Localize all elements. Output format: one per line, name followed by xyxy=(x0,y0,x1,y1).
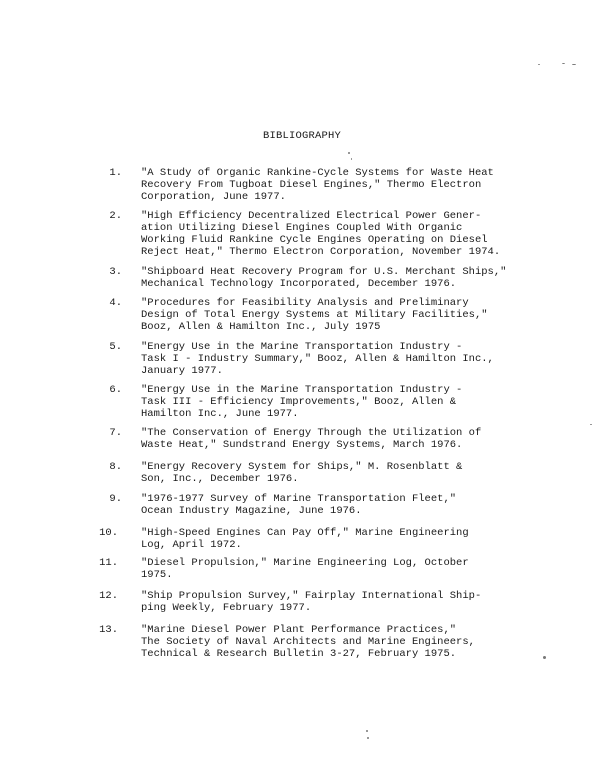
scan-speck xyxy=(367,737,369,739)
scan-speck xyxy=(562,63,565,64)
citation-line: "Energy Use in the Marine Transportation Industry - xyxy=(141,384,463,396)
citation-line: Booz, Allen & Hamilton Inc., July 1975 xyxy=(141,321,381,333)
citation-line: "The Conservation of Energy Through the Utilization of xyxy=(141,427,482,439)
entry-number: 3. xyxy=(109,266,122,278)
entry-citation xyxy=(141,266,541,290)
citation-line: "Energy Recovery System for Ships," M. Rosenblatt & xyxy=(141,461,463,473)
citation-line: "Energy Use in the Marine Transportation Industry - xyxy=(141,341,463,353)
citation-line: Ocean Industry Magazine, June 1976. xyxy=(141,505,362,517)
entry-citation xyxy=(141,427,541,451)
entry-number: 1. xyxy=(109,167,122,179)
citation-line: "1976-1977 Survey of Marine Transportation Fleet," xyxy=(141,493,457,505)
citation-line: Son, Inc., December 1976. xyxy=(141,473,299,485)
entry-citation xyxy=(141,527,541,551)
citation-line: 1975. xyxy=(141,569,173,581)
entry-citation xyxy=(141,210,541,258)
scan-speck xyxy=(572,64,576,65)
citation-line: "Procedures for Feasibility Analysis and Preliminary xyxy=(141,297,469,309)
entry-citation xyxy=(141,461,541,485)
scan-speck xyxy=(590,424,592,425)
entry-number: 8. xyxy=(109,461,122,473)
scan-speck xyxy=(538,64,540,65)
citation-line: Design of Total Energy Systems at Military Facilities," xyxy=(141,309,488,321)
citation-line: Working Fluid Rankine Cycle Engines Operating on Diesel xyxy=(141,234,488,246)
entry-citation xyxy=(141,493,541,517)
citation-line: Corporation, June 1977. xyxy=(141,191,286,203)
entry-citation xyxy=(141,590,541,614)
citation-line: January 1977. xyxy=(141,365,223,377)
citation-line: ping Weekly, February 1977. xyxy=(141,602,312,614)
scan-speck xyxy=(348,152,350,154)
entry-citation xyxy=(141,297,541,333)
page-title: BIBLIOGRAPHY xyxy=(263,130,342,142)
entry-citation xyxy=(141,624,541,660)
entry-number: 13. xyxy=(99,624,118,636)
entry-number: 2. xyxy=(109,210,122,222)
entry-number: 12. xyxy=(99,590,118,602)
citation-line: Log, April 1972. xyxy=(141,539,242,551)
citation-line: Task III - Efficiency Improvements," Booz, Allen & xyxy=(141,396,457,408)
citation-line: The Society of Naval Architects and Marine Engineers, xyxy=(141,636,475,648)
citation-line: "Ship Propulsion Survey," Fairplay International Ship- xyxy=(141,590,482,602)
citation-line: "High-Speed Engines Can Pay Off," Marine Engineering xyxy=(141,527,469,539)
citation-line: "High Efficiency Decentralized Electrical Power Gener- xyxy=(141,210,482,222)
entry-citation xyxy=(141,341,541,377)
entry-number: 11. xyxy=(99,557,118,569)
scan-speck xyxy=(351,158,352,160)
entry-number: 4. xyxy=(109,297,122,309)
entry-number: 7. xyxy=(109,427,122,439)
citation-line: Mechanical Technology Incorporated, December 1976. xyxy=(141,278,457,290)
entry-citation xyxy=(141,167,541,203)
citation-line: "Marine Diesel Power Plant Performance Practices," xyxy=(141,624,457,636)
entry-number: 9. xyxy=(109,493,122,505)
citation-line: "Shipboard Heat Recovery Program for U.S. Merchant Ships," xyxy=(141,266,507,278)
scan-speck xyxy=(543,656,546,659)
citation-line: Reject Heat," Thermo Electron Corporation, November 1974. xyxy=(141,246,501,258)
citation-line: ation Utilizing Diesel Engines Coupled With Organic xyxy=(141,222,463,234)
citation-line: Technical & Research Bulletin 3-27, February 1975. xyxy=(141,648,457,660)
citation-line: Hamilton Inc., June 1977. xyxy=(141,408,299,420)
entry-number: 5. xyxy=(109,341,122,353)
entry-number: 6. xyxy=(109,384,122,396)
entry-citation xyxy=(141,557,541,581)
citation-line: "Diesel Propulsion," Marine Engineering Log, October xyxy=(141,557,469,569)
citation-line: Task I - Industry Summary," Booz, Allen & Hamilton Inc., xyxy=(141,353,494,365)
entry-number: 10. xyxy=(99,527,118,539)
citation-line: Recovery From Tugboat Diesel Engines," Thermo Electron xyxy=(141,179,482,191)
citation-line: "A Study of Organic Rankine-Cycle Systems for Waste Heat xyxy=(141,167,494,179)
entry-citation xyxy=(141,384,541,420)
scan-speck xyxy=(366,730,368,732)
citation-line: Waste Heat," Sundstrand Energy Systems, March 1976. xyxy=(141,439,463,451)
